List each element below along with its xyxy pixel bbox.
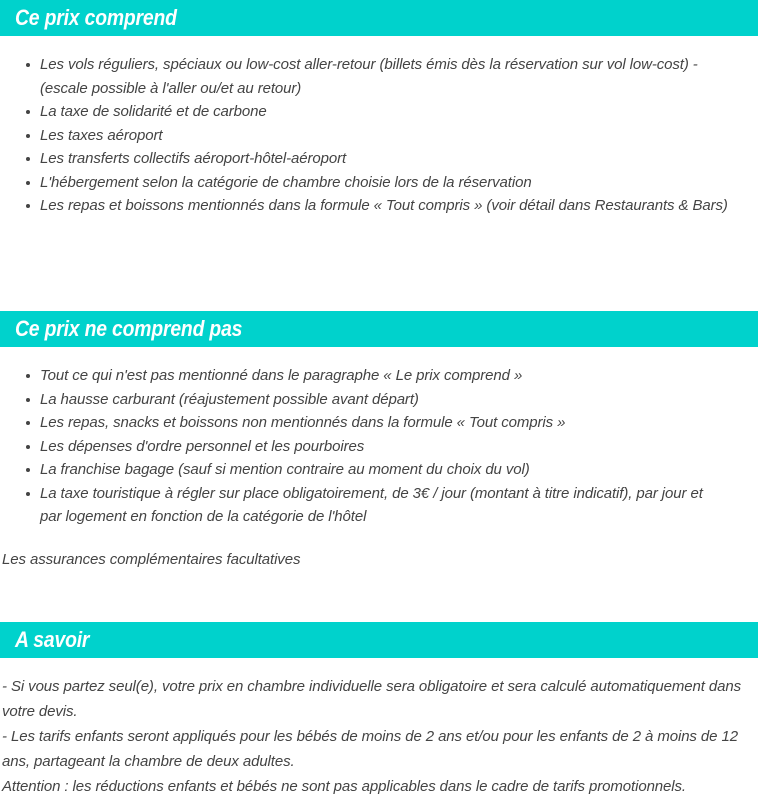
exclusions-list	[0, 364, 758, 529]
list-item: Les repas, snacks et boissons non mentionnés dans la formule « Tout compris »	[0, 411, 758, 435]
section-title: Ce prix comprend	[15, 5, 177, 30]
exclusions-footnote-wrapper	[0, 548, 758, 572]
list-item: La franchise bagage (sauf si mention contraire au moment du choix du vol)	[0, 458, 758, 482]
section-body-ce-prix-comprend	[0, 53, 758, 218]
note-paragraph: - Les tarifs enfants seront appliqués pour les bébés de moins de 2 ans et/ou pour les enfants de 2 à moins de 12 ans, partageant la chambre de deux adultes.	[2, 728, 738, 770]
list-item: Les vols réguliers, spéciaux ou low-cost aller-retour (billets émis dès la réservation sur vol low-cost) - (escale possible à l'aller ou/et au retour)	[0, 53, 758, 100]
section-header-a-savoir	[0, 622, 758, 658]
list-item: La taxe de solidarité et de carbone	[0, 100, 758, 124]
list-item: Les taxes aéroport	[0, 124, 758, 148]
list-item: Les repas et boissons mentionnés dans la formule « Tout compris » (voir détail dans Restaurants & Bars)	[0, 194, 758, 218]
list-item: L'hébergement selon la catégorie de chambre choisie lors de la réservation	[0, 171, 758, 195]
section-title: Ce prix ne comprend pas	[15, 316, 243, 341]
section-header-ce-prix-ne-comprend-pas	[0, 311, 758, 347]
section-title: A savoir	[15, 627, 90, 652]
exclusions-footnote: Les assurances complémentaires facultatives	[2, 551, 301, 568]
note-paragraph: - Si vous partez seul(e), votre prix en chambre individuelle sera obligatoire et sera calculé automatiquement dans votre devis.	[2, 678, 741, 720]
list-item: Les dépenses d'ordre personnel et les pourboires	[0, 435, 758, 459]
list-item: Les transferts collectifs aéroport-hôtel-aéroport	[0, 147, 758, 171]
inclusions-list	[0, 53, 758, 218]
section-body-ce-prix-ne-comprend-pas	[0, 364, 758, 529]
section-body-a-savoir	[0, 674, 758, 799]
list-item: Tout ce qui n'est pas mentionné dans le paragraphe « Le prix comprend »	[0, 364, 758, 388]
section-header-ce-prix-comprend	[0, 0, 758, 36]
list-item: La hausse carburant (réajustement possible avant départ)	[0, 388, 758, 412]
list-item: La taxe touristique à régler sur place obligatoirement, de 3€ / jour (montant à titre indicatif), par jour et par logement en fonction de la catégorie de l'hôtel	[0, 482, 758, 529]
note-paragraph: Attention : les réductions enfants et bébés ne sont pas applicables dans le cadre de tarifs promotionnels.	[2, 778, 686, 795]
